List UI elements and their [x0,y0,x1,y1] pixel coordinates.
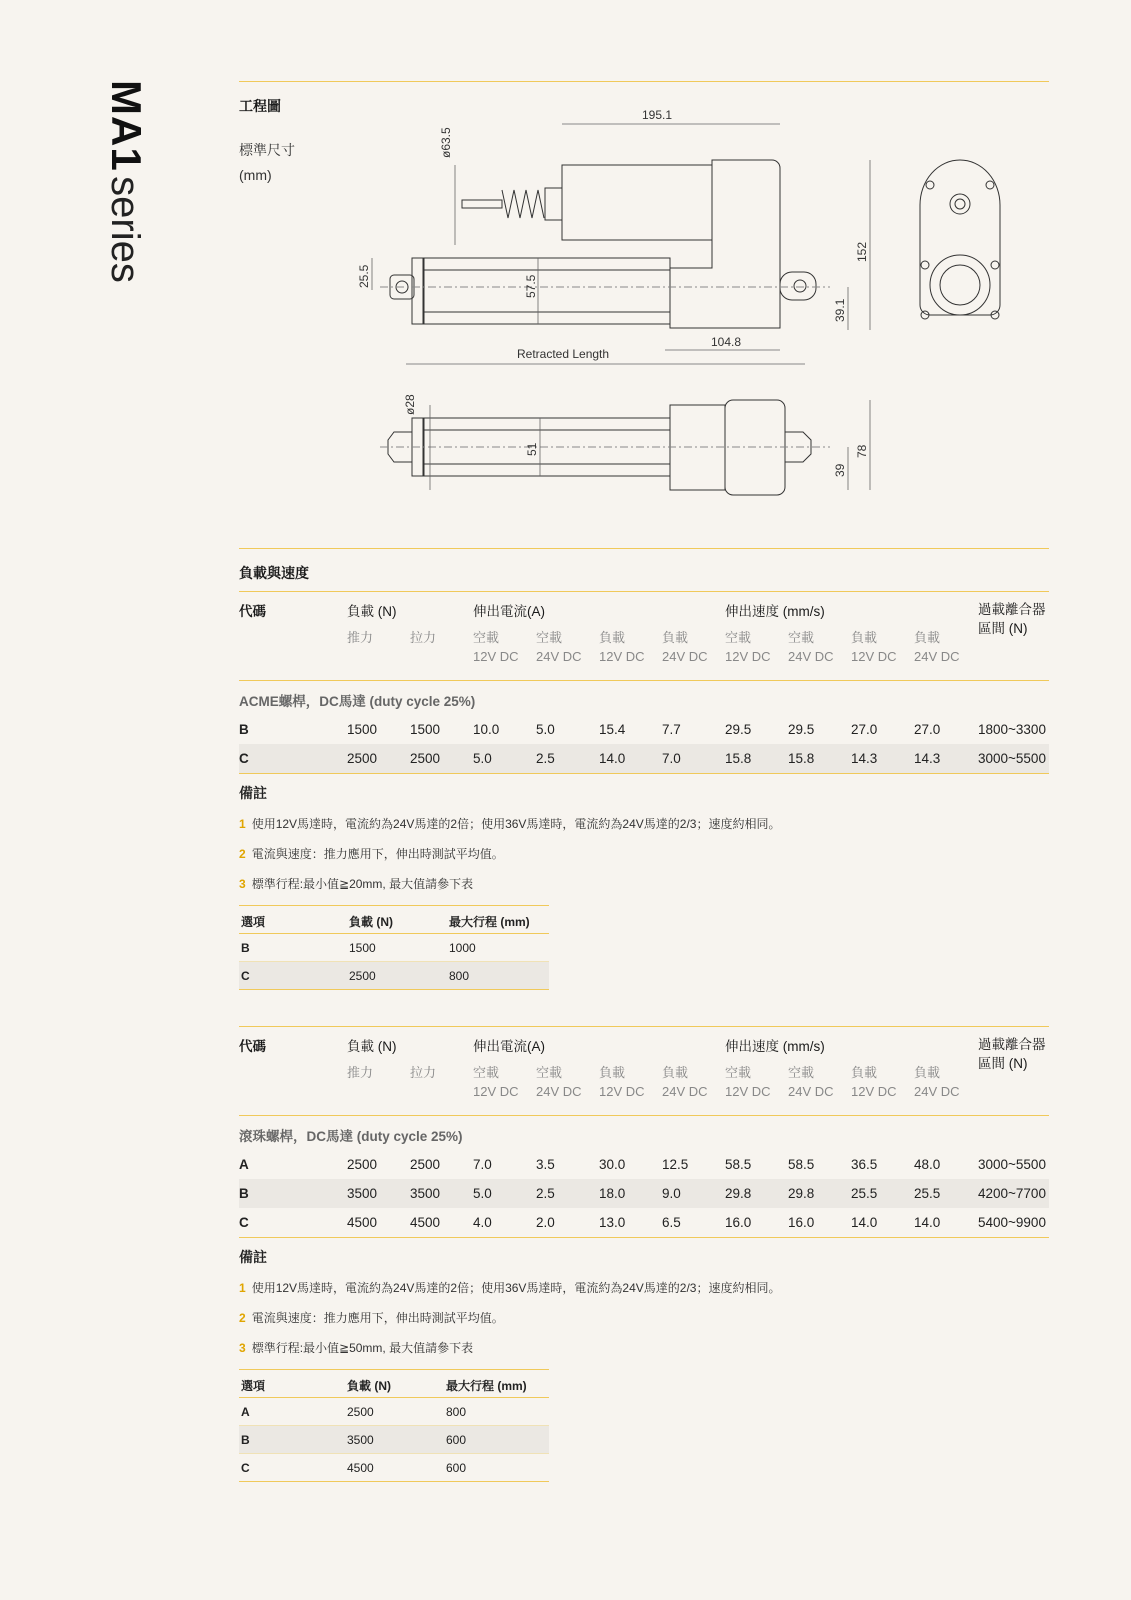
table-cell: 1500 [349,941,376,955]
table-cell: 6.5 [662,1215,681,1230]
stroke-table-2 [239,1369,549,1482]
dim-51: 51 [525,442,539,456]
hdr-sub: 負載 12V DC [851,630,897,664]
table-cell: 4500 [347,1215,378,1230]
table-cell: 3500 [347,1186,378,1201]
table-cell: 3500 [347,1433,374,1447]
end-view-body [920,160,1000,315]
note-item [239,815,780,832]
group-title: ACME螺桿，DC馬達 (duty cycle 25%) [239,694,476,709]
table-cell: 29.8 [788,1186,815,1201]
table-cell: 2500 [347,1405,374,1419]
table-cell: 25.5 [851,1186,878,1201]
dim-57: 57.5 [524,274,538,298]
row-option: A [241,1405,250,1419]
table-cell: 5.0 [536,722,555,737]
table-cell: 5.0 [473,1186,492,1201]
table-cell: 800 [449,969,470,983]
stroke-table-1 [239,905,549,990]
dim-78: 78 [855,444,869,458]
note-text: 電流與速度：推力應用下，伸出時測試平均值。 [251,847,504,861]
drawing-subtitle: 標準尺寸 [239,142,295,158]
table-cell: 58.5 [725,1157,752,1172]
hdr-sub: 負載 12V DC [851,1065,897,1099]
note-number: 2 [239,847,246,861]
table-cell: 58.5 [788,1157,815,1172]
dim-25: 25.5 [357,264,371,288]
table-cell: 4500 [410,1215,441,1230]
table-cell: 13.0 [599,1215,626,1230]
col-option: 選項 [241,915,266,929]
col-option: 選項 [241,1379,266,1393]
note-text: 電流與速度：推力應用下，伸出時測試平均值。 [251,1311,504,1325]
table-cell: 3500 [410,1186,441,1201]
table-cell: 1500 [347,722,378,737]
hdr-sub: 負載 24V DC [914,1065,960,1099]
dim-104: 104.8 [711,335,742,349]
table-cell: 2500 [410,751,441,766]
note-number: 1 [239,817,246,831]
motor-body [562,165,712,240]
note-text: 使用12V馬達時，電流約為24V馬達的2倍；使用36V馬達時，電流約為24V馬達的2/3；速度約相同。 [251,817,781,831]
dim-retracted: Retracted Length [517,347,610,361]
note-number: 3 [239,877,246,891]
dim-39: 39 [833,463,847,477]
table-row [239,1150,1049,1179]
stroke-table-header [239,1369,549,1398]
table-cell: 1800~3300 [978,722,1046,737]
table-row [239,962,549,990]
note-number: 2 [239,1311,246,1325]
table-cell: 4.0 [473,1215,492,1230]
row-code: A [239,1157,249,1172]
notes-title: 備註 [239,785,267,801]
table-cell: 600 [446,1461,467,1475]
dim-39-1: 39.1 [833,298,847,322]
table-cell: 2.0 [536,1215,555,1230]
table-cell: 1500 [410,722,441,737]
note-text: 標準行程:最小值≧50mm, 最大值請參下表 [251,1341,474,1355]
col-stroke: 最大行程 (mm) [449,915,530,929]
spec-table-acme [239,591,1049,774]
table-cell: 14.0 [599,751,626,766]
table-cell: 9.0 [662,1186,681,1201]
table-cell: 2.5 [536,751,555,766]
hdr-pull: 拉力 [410,630,437,645]
table-cell: 14.0 [851,1215,878,1230]
table-group-label [239,681,1049,715]
table-cell: 10.0 [473,722,500,737]
table-cell: 14.3 [851,751,878,766]
note-item [239,1279,780,1296]
table-cell: 29.5 [788,722,815,737]
hdr-clutch: 過載離合器 區間 (N) [978,1037,1046,1071]
series-model: MA1 [103,80,150,172]
table-cell: 7.7 [662,722,681,737]
dim-dia-motor: ø63.5 [439,127,453,158]
hdr-sub: 負載 24V DC [662,630,708,664]
hdr-sub: 負載 12V DC [599,630,645,664]
hdr-sub: 負載 24V DC [914,630,960,664]
row-code: B [239,722,249,737]
hdr-sub: 負載 24V DC [662,1065,708,1099]
hdr-sub: 空載 24V DC [536,1065,582,1099]
table-cell: 25.5 [914,1186,941,1201]
table-cell: 16.0 [788,1215,815,1230]
cable-spring [502,190,544,218]
table-cell: 5400~9900 [978,1215,1046,1230]
table-cell: 5.0 [473,751,492,766]
stroke-table-header [239,905,549,934]
outer-tube [423,258,670,324]
table-cell: 2.5 [536,1186,555,1201]
table-body [239,715,1049,774]
hdr-push: 推力 [347,630,374,645]
cable [462,200,502,208]
table-row [239,744,1049,774]
row-option: B [241,1433,250,1447]
table-row [239,1426,549,1454]
hdr-push: 推力 [347,1065,374,1080]
row-code: C [239,1215,249,1230]
table-cell: 2500 [347,751,378,766]
note-number: 1 [239,1281,246,1295]
table-cell: 4200~7700 [978,1186,1046,1201]
hdr-current: 伸出電流(A) [473,604,545,619]
table-cell: 2500 [349,969,376,983]
table-cell: 4500 [347,1461,374,1475]
table-cell: 600 [446,1433,467,1447]
table-cell: 27.0 [851,722,878,737]
hdr-sub: 空載 24V DC [536,630,582,664]
hdr-speed: 伸出速度 (mm/s) [725,604,825,619]
hdr-sub: 空載 24V DC [788,630,834,664]
table-cell: 7.0 [662,751,681,766]
table-cell: 48.0 [914,1157,941,1172]
hdr-sub: 空載 12V DC [473,1065,519,1099]
table-cell: 3.5 [536,1157,555,1172]
table-cell: 7.0 [473,1157,492,1172]
note-number: 3 [239,1341,246,1355]
table-cell: 29.5 [725,722,752,737]
hdr-clutch: 過載離合器 區間 (N) [978,602,1046,636]
group-title: 滾珠螺桿，DC馬達 (duty cycle 25%) [239,1129,463,1144]
table-cell: 30.0 [599,1157,626,1172]
row-option: C [241,969,250,983]
hdr-code: 代碼 [239,604,266,619]
table-cell: 15.8 [788,751,815,766]
row-option: B [241,941,250,955]
stroke-table-body [239,1398,549,1482]
row-code: B [239,1186,249,1201]
dim-195: 195.1 [642,108,673,122]
col-load: 負載 (N) [349,915,393,929]
table-cell: 15.8 [725,751,752,766]
table-cell: 2500 [347,1157,378,1172]
table-cell: 800 [446,1405,467,1419]
hdr-load: 負載 (N) [347,604,397,619]
table-body [239,1150,1049,1238]
row-code: C [239,751,249,766]
row-option: C [241,1461,250,1475]
table-cell: 14.0 [914,1215,941,1230]
drawing-unit: (mm) [239,167,272,183]
hdr-sub: 空載 24V DC [788,1065,834,1099]
hdr-sub: 空載 12V DC [725,630,771,664]
rear-eye-hole [794,280,806,292]
table-cell: 15.4 [599,722,626,737]
rear-eye [780,272,816,300]
stroke-table-body [239,934,549,990]
table-cell: 3000~5500 [978,751,1046,766]
hdr-pull: 拉力 [410,1065,437,1080]
table-row [239,1454,549,1482]
note-item [239,1339,473,1356]
table-header [239,591,1049,681]
table-row [239,934,549,962]
dim-dia-28: ø28 [403,394,417,415]
col-stroke: 最大行程 (mm) [446,1379,527,1393]
table-cell: 14.3 [914,751,941,766]
cable-gland [545,188,562,220]
hdr-load: 負載 (N) [347,1039,397,1054]
dim-152: 152 [855,241,869,262]
hdr-code: 代碼 [239,1039,266,1054]
note-item [239,1309,504,1326]
table-cell: 1000 [449,941,476,955]
hdr-sub: 空載 12V DC [473,630,519,664]
series-word: series [103,176,147,283]
table-row [239,715,1049,744]
table-group-label [239,1116,1049,1150]
table-cell: 18.0 [599,1186,626,1201]
note-text: 標準行程:最小值≧20mm, 最大值請參下表 [251,877,474,891]
load-top-rule [239,548,1049,549]
hdr-speed: 伸出速度 (mm/s) [725,1039,825,1054]
table-row [239,1208,1049,1238]
engineering-drawing [0,0,1131,540]
table-row [239,1179,1049,1208]
hdr-current: 伸出電流(A) [473,1039,545,1054]
table-cell: 16.0 [725,1215,752,1230]
table-cell: 2500 [410,1157,441,1172]
note-item [239,845,504,862]
table-row [239,1398,549,1426]
note-item [239,875,473,892]
table-cell: 12.5 [662,1157,689,1172]
table-cell: 27.0 [914,722,941,737]
note-text: 使用12V馬達時，電流約為24V馬達的2倍；使用36V馬達時，電流約為24V馬達的2/3；速度約相同。 [251,1281,781,1295]
hdr-sub: 空載 12V DC [725,1065,771,1099]
col-load: 負載 (N) [347,1379,391,1393]
hdr-sub: 負載 12V DC [599,1065,645,1099]
spec-table-ballscrew [239,1026,1049,1238]
drawing-title: 工程圖 [239,98,281,114]
table-cell: 36.5 [851,1157,878,1172]
table-cell: 3000~5500 [978,1157,1046,1172]
load-speed-title: 負載與速度 [239,565,309,581]
table-header [239,1026,1049,1116]
notes-title: 備註 [239,1249,267,1265]
table-cell: 29.8 [725,1186,752,1201]
